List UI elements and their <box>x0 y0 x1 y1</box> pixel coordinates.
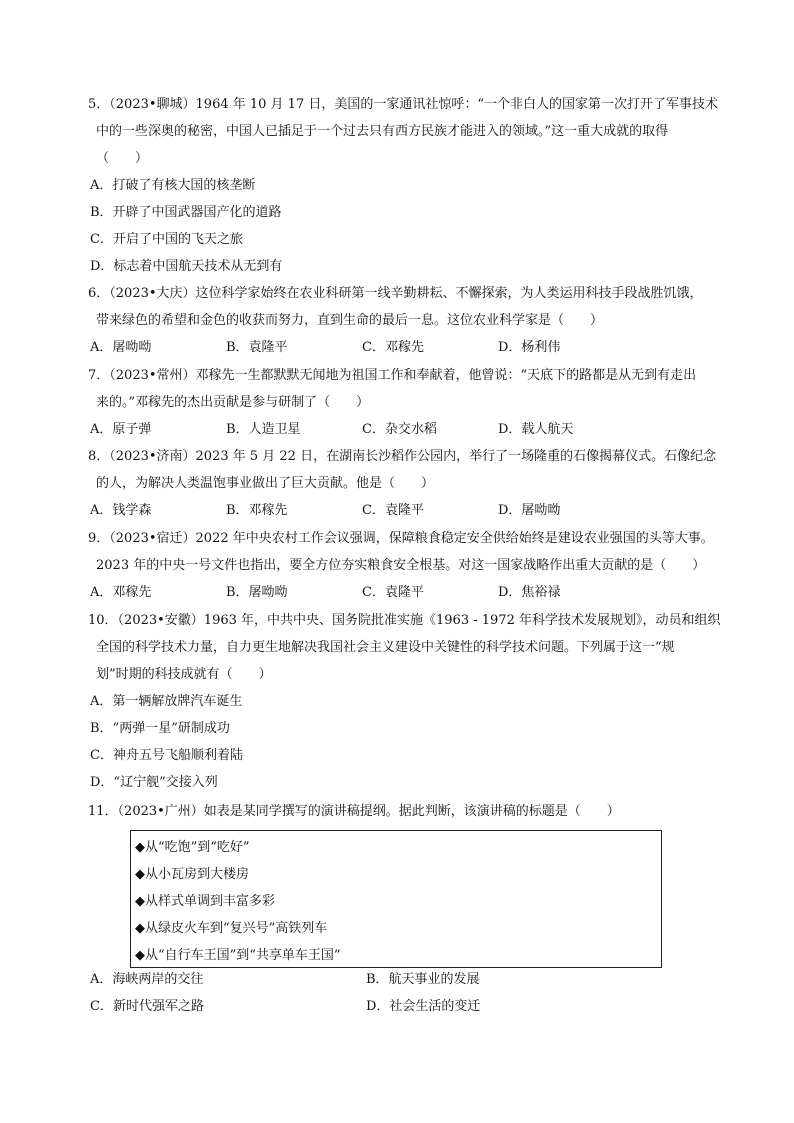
question-stem-line: 带来绿色的希望和金色的收获而努力，直到生命的最后一息。这位农业科学家是（ ） <box>96 313 604 328</box>
option-c: C．袁隆平 <box>362 503 424 518</box>
question-8 <box>88 443 728 524</box>
option-c: C．开启了中国的飞天之旅 <box>90 232 243 247</box>
options-row <box>88 497 728 524</box>
option-b: B．“两弹一星”研制成功 <box>90 721 230 736</box>
options-row <box>88 416 728 443</box>
option-a: A．钱学森 <box>90 503 152 518</box>
option-c: C．袁隆平 <box>362 585 424 600</box>
question-6 <box>88 280 728 361</box>
speech-outline-table <box>130 830 662 968</box>
option-b: B．开辟了中国武器国产化的道路 <box>90 205 282 220</box>
option-d: D．社会生活的变迁 <box>366 999 481 1014</box>
option-d: D．焦裕禄 <box>498 585 561 600</box>
option-d: D．屠呦呦 <box>498 503 561 518</box>
question-5 <box>88 91 728 280</box>
options-row <box>88 966 728 993</box>
option-a: A．邓稼先 <box>90 585 152 600</box>
table-row: ◆从“吃饱”到“吃好” <box>135 840 250 855</box>
question-11-options <box>88 966 728 1020</box>
option-a: A．原子弹 <box>90 422 152 437</box>
question-stem-line: 7．（2023•常州）邓稼先一生都默默无闻地为祖国工作和奉献着，他曾说：“天底下的路都是从无到有走出 <box>88 368 697 383</box>
option-b: B．袁隆平 <box>226 340 288 355</box>
option-b: B．航天事业的发展 <box>366 972 480 987</box>
question-7 <box>88 362 728 443</box>
question-stem-line: 全国的科学技术力量，自力更生地解决我国社会主义建设中关键性的科学技术问题。下列属于这一“规 <box>96 640 675 655</box>
option-d: D．杨利伟 <box>498 340 561 355</box>
question-stem-line: （ ） <box>96 151 149 166</box>
table-row: ◆从绿皮火车到“复兴号”高铁列车 <box>135 921 328 936</box>
option-a: A．屠呦呦 <box>90 340 152 355</box>
options-row <box>88 579 728 606</box>
question-stem-line: 的人，为解决人类温饱事业做出了巨大贡献。他是（ ） <box>96 476 435 491</box>
question-stem-line: 10．（2023•安徽）1963 年，中共中央、国务院批准实施《1963 - 1972 年科学技术发展规划》，动员和组织 <box>88 613 721 628</box>
option-a: A．打破了有核大国的核垄断 <box>90 178 256 193</box>
option-d: D．载人航天 <box>498 422 574 437</box>
question-stem-line: 划”时期的科技成就有（ ） <box>96 667 272 682</box>
question-stem-line: 来的。”邓稼先的杰出贡献是参与研制了（ ） <box>96 395 370 410</box>
question-10 <box>88 607 728 796</box>
options-row <box>88 993 728 1020</box>
options-row <box>88 334 728 361</box>
option-b: B．屠呦呦 <box>226 585 288 600</box>
question-stem-line: 中的一些深奥的秘密，中国人已插足于一个过去只有西方民族才能进入的领域。”这一重大成就的取得 <box>96 124 669 139</box>
option-a: A．第一辆解放牌汽车诞生 <box>90 694 243 709</box>
table-row: ◆从样式单调到丰富多彩 <box>135 894 275 909</box>
option-c: C．新时代强军之路 <box>90 999 204 1014</box>
option-a: A．海峡两岸的交往 <box>90 972 204 987</box>
option-d: D．“辽宁舰”交接入列 <box>90 775 218 790</box>
table-row: ◆从小瓦房到大楼房 <box>135 867 249 882</box>
option-c: C．邓稼先 <box>362 340 424 355</box>
question-11 <box>88 798 728 825</box>
question-stem-line: 8．（2023•济南）2023 年 5 月 22 日，在湖南长沙稻作公园内，举行了一场隆重的石像揭幕仪式。石像纪念 <box>88 449 717 464</box>
option-d: D．标志着中国航天技术从无到有 <box>90 259 283 274</box>
question-stem-line: 5．（2023•聊城）1964 年 10 月 17 日，美国的一家通讯社惊呼：“一个非白人的国家第一次打开了军事技术 <box>88 97 718 112</box>
question-stem-line: 11．（2023•广州）如表是某同学撰写的演讲稿提纲。据此判断，该演讲稿的标题是（ ） <box>88 804 620 819</box>
option-c: C．神舟五号飞船顺利着陆 <box>90 748 243 763</box>
question-9 <box>88 525 728 606</box>
option-b: B．人造卫星 <box>226 422 301 437</box>
table-row: ◆从“自行车王国”到“共享单车王国” <box>135 948 341 963</box>
option-c: C．杂交水稻 <box>362 422 437 437</box>
question-stem-line: 6．（2023•大庆）这位科学家始终在农业科研第一线辛勤耕耘、不懈探索，为人类运用科技手段战胜饥饿， <box>88 286 703 301</box>
option-b: B．邓稼先 <box>226 503 288 518</box>
question-stem-line: 9．（2023•宿迁）2022 年中央农村工作会议强调，保障粮食稳定安全供给始终是建设农业强国的头等大事。 <box>88 531 714 546</box>
question-stem-line: 2023 年的中央一号文件也指出，要全方位夯实粮食安全根基。对这一国家战略作出重大贡献的是（ ） <box>96 558 706 573</box>
